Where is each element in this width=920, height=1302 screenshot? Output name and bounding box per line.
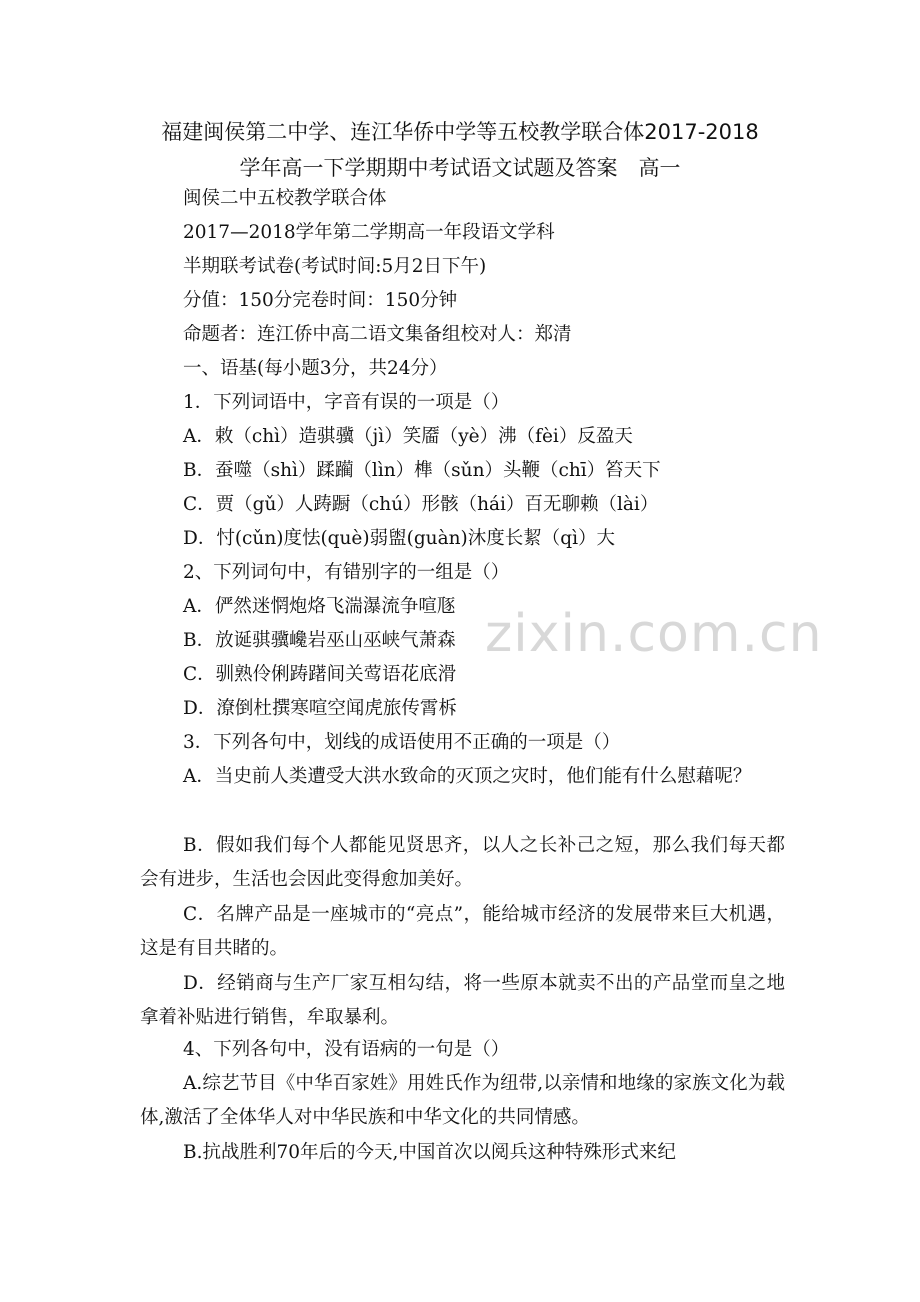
question-2-option-c: C．驯熟伶俐踌躇间关莺语花底滑 — [183, 664, 457, 685]
question-2-option-b: B．放诞骐骥巉岩巫山巫峡气萧森 — [183, 630, 456, 651]
question-4-option-a: A.综艺节目《中华百家姓》用姓氏作为纽带,以亲情和地缘的家族文化为载体,激活了全体华人对中华民族和中华文化的共同情感。 — [140, 1073, 785, 1128]
header-line-score: 分值：150分完卷时间：150分钟 — [183, 290, 458, 311]
question-1-option-b: B．蚕噬（shì）蹂躏（lìn）榫（sǔn）头鞭（chī）笞天下 — [183, 460, 661, 481]
question-1-stem: 1．下列词语中，字音有误的一项是（） — [183, 392, 510, 413]
question-3-stem: 3．下列各句中，划线的成语使用不正确的一项是（） — [183, 732, 621, 753]
question-2-option-a: A．俨然迷惘炮烙飞湍瀑流争喧豗 — [183, 596, 456, 617]
watermark-text: zixin.com.cn — [485, 604, 823, 664]
question-3-option-c: C．名牌产品是一座城市的“亮点”，能给城市经济的发展带来巨大机遇，这是有目共睹的。 — [140, 904, 785, 959]
question-1-option-d: D．忖(cǔn)度怯(què)弱盥(guàn)沐度长絜（qì）大 — [183, 528, 615, 549]
question-4-stem: 4、下列各句中，没有语病的一句是（） — [183, 1039, 510, 1060]
question-3-option-a: A．当史前人类遭受大洪水致命的灭顶之灾时，他们能有什么慰藉呢？ — [183, 766, 752, 787]
document-title-line-1: 福建闽侯第二中学、连江华侨中学等五校教学联合体2017-2018 — [161, 120, 759, 144]
section-heading: 一、语基(每小题3分，共24分） — [183, 358, 448, 379]
question-2-stem: 2、下列词句中，有错别字的一组是（） — [183, 562, 510, 583]
question-2-option-d: D．潦倒杜撰寒喧空闻虎旅传霄柝 — [183, 698, 457, 719]
question-1-option-a: A．敕（chì）造骐骥（jì）笑靥（yè）沸（fèi）反盈天 — [183, 426, 633, 447]
question-1-option-c: C．贾（gǔ）人踌蹰（chú）形骸（hái）百无聊赖（lài） — [183, 494, 659, 515]
question-3-option-b: B．假如我们每个人都能见贤思齐，以人之长补己之短，那么我们每天都会有进步，生活也会因此变得愈加美好。 — [140, 835, 785, 890]
header-line-term: 2017—2018学年第二学期高一年段语文学科 — [183, 222, 555, 243]
header-line-exam-time: 半期联考试卷(考试时间:5月2日下午) — [183, 256, 487, 277]
header-line-school: 闽侯二中五校教学联合体 — [183, 188, 387, 209]
question-4-option-b: B.抗战胜利70年后的今天,中国首次以阅兵这种特殊形式来纪 — [183, 1142, 676, 1163]
question-3-option-d: D．经销商与生产厂家互相勾结，将一些原本就卖不出的产品堂而皇之地拿着补贴进行销售，牟取暴利。 — [140, 973, 785, 1028]
header-line-authors: 命题者：连江侨中高二语文集备组校对人：郑清 — [183, 324, 572, 345]
document-title-line-2: 学年高一下学期期中考试语文试题及答案 高一 — [239, 156, 681, 180]
